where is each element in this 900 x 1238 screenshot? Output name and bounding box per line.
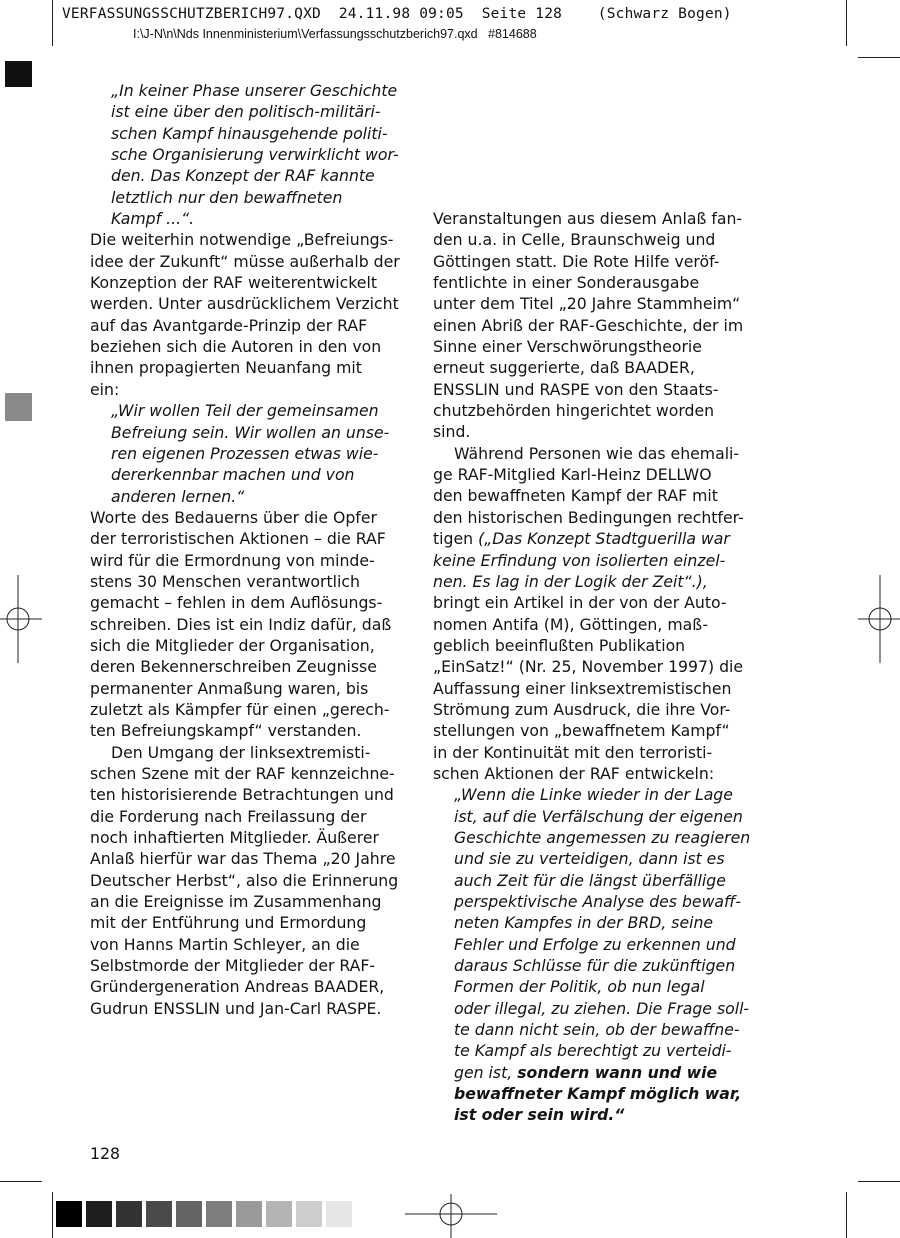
gray-patch: [116, 1201, 142, 1227]
crop-mark-bottom-left-h: [0, 1181, 42, 1182]
gray-patch: [326, 1201, 352, 1227]
text-line: ten Befreiungskampf“ verstanden.: [90, 721, 362, 741]
text-line: Geschichte angemessen zu reagieren: [454, 827, 751, 847]
text-line: die Forderung nach Freilassung der: [90, 806, 367, 826]
grey-marker: [5, 393, 32, 421]
text-line: werden. Unter ausdrücklichem Verzicht: [90, 294, 399, 314]
text-line: den bewaffneten Kampf der RAF mit: [433, 486, 718, 506]
text-line: Während Personen wie das ehemali-: [454, 443, 740, 463]
text-line: dererkennbar machen und von: [111, 465, 355, 485]
crop-mark-bottom-left-v: [52, 1192, 53, 1238]
page-number: 128: [90, 1144, 120, 1163]
italic-span: („Das Konzept Stadtguerilla war: [478, 529, 730, 549]
text-line: schreiben. Dies ist ein Indiz dafür, daß: [90, 614, 392, 634]
text-line: stellungen von „bewaffnetem Kampf“: [433, 721, 730, 741]
text-line: den historischen Bedingungen rechtfer-: [433, 507, 744, 527]
text-line: Deutscher Herbst“, also die Erinnerung: [90, 870, 399, 890]
text-line: Worte des Bedauerns über die Opfer: [90, 507, 377, 527]
gray-patch: [56, 1201, 82, 1227]
registration-mark-bottom: [405, 1194, 497, 1238]
text-line: Veranstaltungen aus diesem Anlaß fan-: [433, 209, 743, 228]
text-line: permanenter Anmaßung waren, bis: [90, 678, 369, 698]
text-span: tigen: [433, 529, 479, 549]
text-line: an die Ereignisse im Zusammenhang: [90, 892, 382, 912]
text-line: Formen der Politik, ob nun legal: [454, 977, 705, 997]
file-path: I:\J-N\n\Nds Innenministerium\Verfassungsschutzberich97.qxd #814688: [133, 27, 537, 41]
text-line: den. Das Konzept der RAF kannte: [111, 166, 375, 186]
text-line: anderen lernen.“: [111, 486, 245, 506]
gray-patch: [236, 1201, 262, 1227]
text-line: Strömung zum Ausdruck, die ihre Vor-: [433, 699, 731, 719]
text-line: beziehen sich die Autoren in den von: [90, 337, 382, 357]
text-line: Kampf ...“.: [111, 209, 195, 229]
text-line: ten historisierende Betrachtungen und: [90, 785, 394, 805]
crop-mark-bottom-right-v: [846, 1192, 847, 1238]
text-line: ENSSLIN und RASPE von den Staats-: [433, 379, 719, 399]
crop-mark-bottom-right-h: [858, 1181, 900, 1182]
text-line: gemacht – fehlen in dem Auflösungs-: [90, 593, 383, 613]
right-text-column: [433, 208, 753, 1126]
left-text-column: [90, 80, 410, 1019]
text-line: te dann nicht sein, ob der bewaffne-: [454, 1020, 740, 1040]
text-line: zuletzt als Kämpfer für einen „gerech-: [90, 699, 390, 719]
text-line: letztlich nur den bewaffneten: [111, 187, 343, 207]
text-line: Anlaß hierfür war das Thema „20 Jahre: [90, 849, 396, 869]
text-line: sind.: [433, 422, 471, 442]
text-line: von Hanns Martin Schleyer, an die: [90, 934, 360, 954]
text-line: Sinne einer Verschwörungstheorie: [433, 337, 702, 357]
text-line: ist eine über den politisch-militäri-: [111, 102, 381, 122]
text-line: Gründergeneration Andreas BAADER,: [90, 977, 385, 997]
text-line: ihnen propagierten Neuanfang mit: [90, 358, 362, 378]
text-line: wird für die Ermordnung von minde-: [90, 550, 375, 570]
text-line: Den Umgang der linksextremisti-: [111, 742, 371, 762]
black-marker: [5, 61, 32, 87]
text-line: geblich beeinflußten Publikation: [433, 635, 686, 655]
text-line: stens 30 Menschen verantwortlich: [90, 571, 360, 591]
text-line: deren Bekennerschreiben Zeugnisse: [90, 657, 377, 677]
text-line: daraus Schlüsse für die zukünftigen: [454, 956, 736, 976]
text-line: Fehler und Erfolge zu erkennen und: [454, 934, 736, 954]
gray-patch: [86, 1201, 112, 1227]
text-line: nomen Antifa (M), Göttingen, maß-: [433, 614, 709, 634]
text-line: idee der Zukunft“ müsse außerhalb der: [90, 251, 400, 271]
text-line: einen Abriß der RAF-Geschichte, der im: [433, 315, 744, 335]
text-line: oder illegal, zu ziehen. Die Frage soll-: [454, 998, 750, 1018]
gray-patch: [176, 1201, 202, 1227]
crop-mark-top-left: [52, 0, 53, 46]
gray-patch: [206, 1201, 232, 1227]
crop-mark-top-right-v: [846, 0, 847, 46]
text-line: ge RAF-Mitglied Karl-Heinz DELLWO: [433, 465, 712, 485]
text-line: keine Erfindung von isolierten einzel-: [433, 550, 726, 570]
text-line: Gudrun ENSSLIN und Jan-Carl RASPE.: [90, 998, 382, 1018]
text-line: Selbstmorde der Mitglieder der RAF-: [90, 956, 376, 976]
text-line: „EinSatz!“ (Nr. 25, November 1997) die: [433, 657, 744, 677]
grayscale-control-strip: [56, 1201, 356, 1227]
text-line: chutzbehörden hingerichtet worden: [433, 401, 715, 421]
text-line: ist oder sein wird.“: [454, 1105, 625, 1125]
text-line: in der Kontinuität mit den terroristi-: [433, 742, 713, 762]
gray-patch: [266, 1201, 292, 1227]
text-line: ren eigenen Prozessen etwas wie-: [111, 443, 379, 463]
text-line: ist, auf die Verfälschung der eigenen: [454, 806, 743, 826]
text-line: bewaffneter Kampf möglich war,: [454, 1084, 742, 1104]
text-line: Die weiterhin notwendige „Befreiungs-: [90, 230, 394, 250]
text-line: auf das Avantgarde-Prinzip der RAF: [90, 315, 368, 335]
registration-mark-left: [0, 575, 44, 663]
text-line: schen Szene mit der RAF kennzeichne-: [90, 764, 395, 783]
text-line: fentlichte in einer Sonderausgabe: [433, 273, 700, 293]
text-line: der terroristischen Aktionen – die RAF: [90, 529, 386, 549]
text-line: mit der Entführung und Ermordung: [90, 913, 367, 933]
text-line: perspektivische Analyse des bewaff-: [454, 892, 742, 911]
text-line: sche Organisierung verwirklicht wor-: [111, 145, 399, 165]
text-line: nen. Es lag in der Logik der Zeit“.),: [433, 571, 708, 591]
text-line: Befreiung sein. Wir wollen an unse-: [111, 422, 390, 442]
text-line: te Kampf als berechtigt zu verteidi-: [454, 1041, 732, 1061]
text-line: [433, 528, 753, 549]
text-line: auch Zeit für die längst überfällige: [454, 870, 726, 890]
text-line: noch inhaftierten Mitglieder. Äußerer: [90, 828, 379, 848]
registration-mark-right: [856, 575, 900, 663]
print-slug: VERFASSUNGSSCHUTZBERICH97.QXD 24.11.98 09:05 Seite 128 (Schwarz Bogen): [62, 6, 732, 22]
gray-patch: [296, 1201, 322, 1227]
text-line: bringt ein Artikel in der von der Auto-: [433, 593, 727, 613]
text-line: den u.a. in Celle, Braunschweig und: [433, 230, 716, 250]
text-line: Konzeption der RAF weiterentwickelt: [90, 273, 377, 293]
text-line: „Wir wollen Teil der gemeinsamen: [111, 401, 379, 421]
text-line: schen Aktionen der RAF entwickeln:: [433, 763, 715, 783]
text-line: ein:: [90, 379, 120, 399]
text-line: sich die Mitglieder der Organisation,: [90, 635, 375, 655]
text-line: schen Kampf hinausgehende politi-: [111, 123, 388, 143]
text-line: erneut suggerierte, daß BAADER,: [433, 358, 695, 378]
crop-mark-top-right-h: [858, 57, 900, 58]
text-line: [433, 1062, 753, 1083]
text-line: „Wenn die Linke wieder in der Lage: [454, 785, 733, 805]
text-line: Auffassung einer linksextremistischen: [433, 678, 732, 698]
text-line: und sie zu verteidigen, dann ist es: [454, 849, 725, 869]
italic-span: gen ist,: [454, 1062, 518, 1082]
text-line: neten Kampfes in der BRD, seine: [454, 913, 714, 933]
bold-span: sondern wann und wie: [517, 1062, 718, 1082]
text-line: unter dem Titel „20 Jahre Stammheim“: [433, 294, 741, 314]
text-line: Göttingen statt. Die Rote Hilfe veröf-: [433, 251, 720, 271]
gray-patch: [146, 1201, 172, 1227]
text-line: „In keiner Phase unserer Geschichte: [111, 81, 398, 100]
